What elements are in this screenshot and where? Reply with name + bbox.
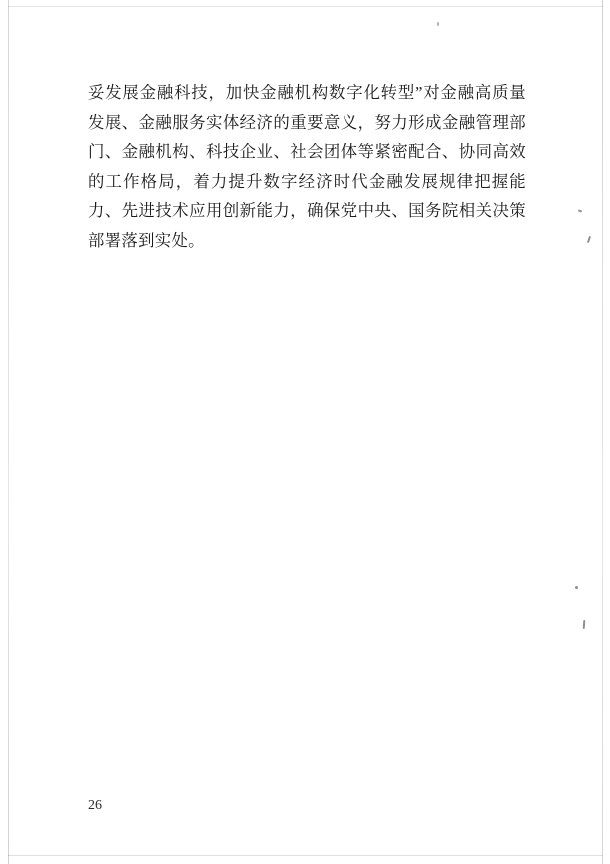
page-edge-right [602, 0, 603, 864]
page-number: 26 [88, 798, 102, 813]
page-edge-top [8, 6, 603, 7]
page-edge-bottom [8, 855, 603, 856]
scan-speckle-icon [575, 586, 578, 589]
body-paragraph: 妥发展金融科技，加快金融机构数字化转型”对金融高质量发展、金融服务实体经济的重要意义，努力形成金融管理部门、金融机构、科技企业、社会团体等紧密配合、协同高效的工作格局，着力提升数字经济时代金融发展规律把握能力、先进技术应用创新能力，确保党中央、国务院相关决策部署落到实处。 [88, 83, 526, 250]
scan-speckle-icon [437, 22, 439, 26]
page-edge-left [8, 0, 9, 864]
scan-speckle-icon [578, 209, 582, 212]
scan-speckle-icon [587, 236, 591, 243]
scan-speckle-icon [583, 620, 586, 629]
